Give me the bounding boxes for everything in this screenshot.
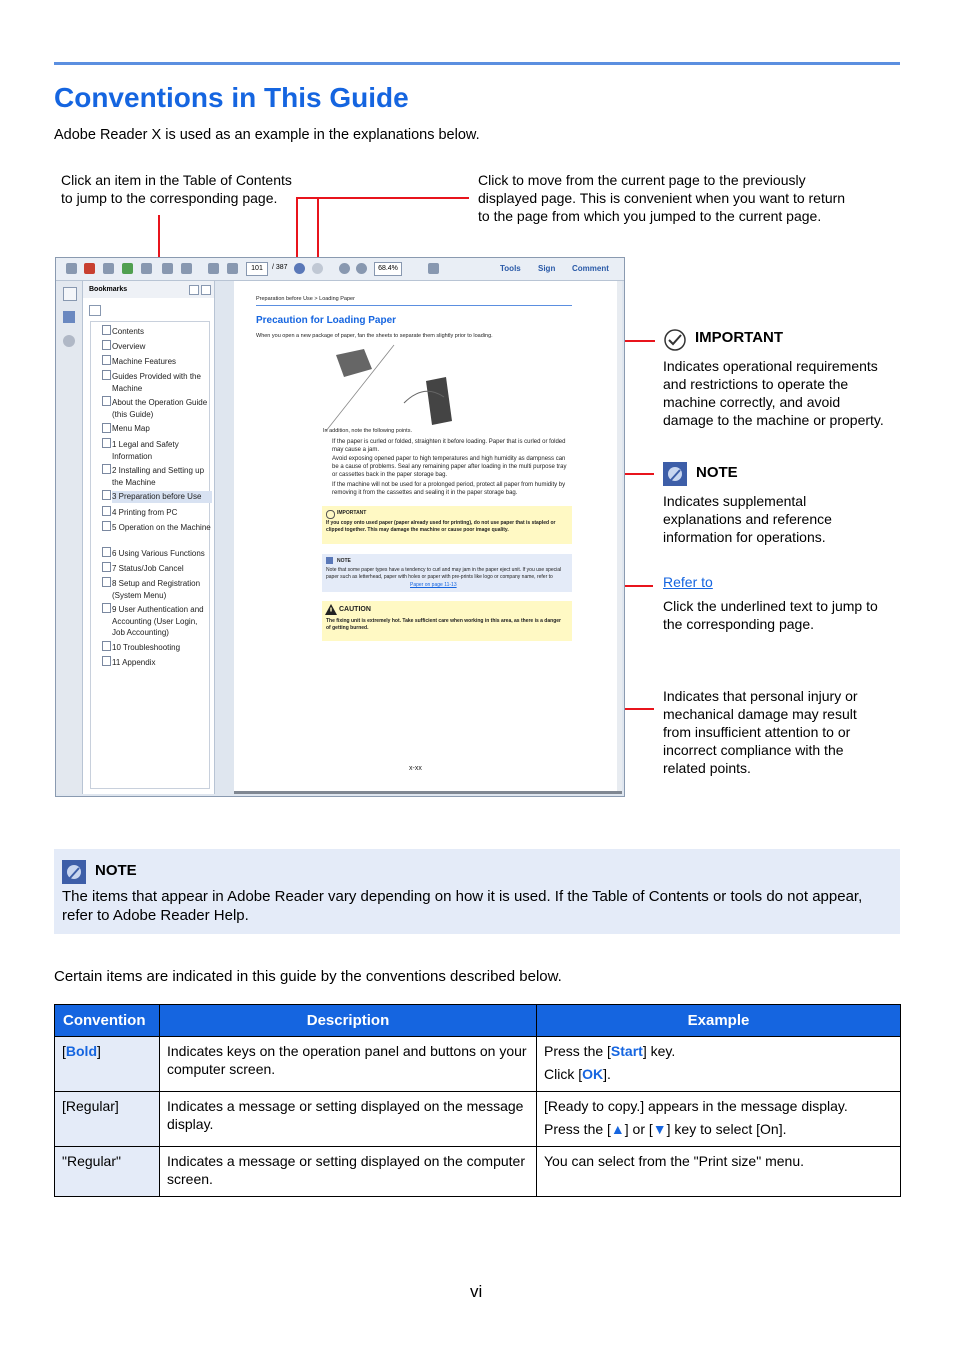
bookmark-icon xyxy=(102,355,111,365)
toc-callout-line: Click an item in the Table of Contents xyxy=(61,172,292,188)
close-panel-icon[interactable] xyxy=(201,285,211,295)
toc-callout xyxy=(61,171,292,207)
important-title: IMPORTANT xyxy=(695,329,784,346)
important-line: machine correctly, and avoid xyxy=(663,394,841,410)
bookmark-icon xyxy=(102,641,111,651)
create-icon[interactable] xyxy=(66,263,77,274)
bookmark-icon xyxy=(102,490,111,500)
conventions-table xyxy=(54,1004,901,1197)
note-line: information for operations. xyxy=(663,529,826,545)
doc-note-link[interactable]: Paper on page 11-13 xyxy=(410,582,457,588)
table-header-row xyxy=(55,1005,901,1037)
bold-sample: Bold xyxy=(65,1043,97,1059)
save-icon[interactable] xyxy=(141,263,152,274)
description-cell: Indicates a message or setting displayed on the message display. xyxy=(160,1092,537,1147)
prev-callout-line: displayed page. This is convenient when you want to return xyxy=(478,190,846,206)
example-cell xyxy=(537,1092,901,1147)
header-convention: Convention xyxy=(55,1005,160,1037)
doc-important-label: IMPORTANT xyxy=(337,510,367,516)
next-view-icon[interactable] xyxy=(312,263,323,274)
important-description xyxy=(663,357,884,429)
bookmark-icon xyxy=(102,562,111,572)
important-line: damage to the machine or property. xyxy=(663,412,884,428)
description-cell: Indicates a message or setting displayed on the computer screen. xyxy=(160,1147,537,1197)
doc-note-label: NOTE xyxy=(337,558,351,564)
doc-note-box xyxy=(322,554,572,592)
bookmark-icon xyxy=(102,521,111,531)
zoom-out-icon[interactable] xyxy=(339,263,350,274)
bookmark-item[interactable]: 9 User Authentication and Accounting (User Login, Job Accounting) xyxy=(112,605,204,637)
doc-important-body: If you copy onto used paper (paper already used for printing), do not use paper that is stapled or clipped together. This may damage the machine or cause poor image quality. xyxy=(326,520,556,533)
share-icon[interactable] xyxy=(122,263,133,274)
bracket: ] xyxy=(97,1043,101,1059)
note-small-icon xyxy=(326,557,333,564)
doc-caution-label: CAUTION xyxy=(339,606,371,613)
collapse-icon[interactable] xyxy=(189,285,199,295)
example-line: [Ready to copy.] appears in the message display. xyxy=(544,1098,848,1114)
bookmark-item[interactable]: Overview xyxy=(112,342,146,351)
convention-cell: [Regular] xyxy=(55,1092,160,1147)
paper-fanning-illustration xyxy=(324,343,464,433)
refer-to-link[interactable]: Refer to xyxy=(663,574,713,590)
zoom-input[interactable]: 68.4% xyxy=(374,262,402,276)
leader-line-prev xyxy=(296,197,469,199)
bookmark-item[interactable]: 7 Status/Job Cancel xyxy=(112,564,184,573)
bookmarks-title: Bookmarks xyxy=(89,286,128,293)
check-icon xyxy=(326,510,335,519)
note-box-title: NOTE xyxy=(95,862,137,879)
note-icon xyxy=(663,462,687,486)
bookmark-icon xyxy=(102,464,111,474)
example-line xyxy=(544,1065,893,1083)
doc-breadcrumb: Preparation before Use > Loading Paper xyxy=(256,296,355,302)
bookmark-icon xyxy=(102,325,111,335)
bookmark-item[interactable]: 6 Using Various Functions xyxy=(112,549,205,558)
note-description xyxy=(663,492,832,546)
caution-description xyxy=(663,687,858,777)
page-total: / 387 xyxy=(272,264,288,271)
bookmark-item[interactable]: 2 Installing and Setting up the Machine xyxy=(112,466,205,487)
bookmark-icon xyxy=(102,370,111,380)
page-down-icon[interactable] xyxy=(227,263,238,274)
example-text: Click [ xyxy=(544,1066,583,1082)
previous-view-icon[interactable] xyxy=(294,263,305,274)
note-box xyxy=(54,849,900,934)
doc-heading: Precaution for Loading Paper xyxy=(256,315,397,326)
bookmark-icon xyxy=(102,340,111,350)
doc-lead: When you open a new package of paper, fan the sheets to separate them slightly prior to loading. xyxy=(256,333,493,339)
toc-callout-line: to jump to the corresponding page. xyxy=(61,190,278,206)
convention-cell: "Regular" xyxy=(55,1147,160,1197)
refer-line: the corresponding page. xyxy=(663,616,814,632)
doc-rule xyxy=(256,305,572,306)
example-text: ]. xyxy=(603,1066,611,1082)
bookmark-icon xyxy=(102,603,111,613)
toolbar xyxy=(56,258,624,281)
bracket: [ xyxy=(62,1043,66,1059)
example-text: Press the [ xyxy=(544,1121,611,1137)
sign-tab[interactable]: Sign xyxy=(538,264,556,273)
example-cell xyxy=(537,1037,901,1092)
convention-cell xyxy=(55,1037,160,1092)
caution-line: mechanical damage may result xyxy=(663,706,857,722)
page-number-input[interactable]: 101 xyxy=(246,262,268,276)
table-row xyxy=(55,1147,901,1197)
document-view xyxy=(234,281,622,794)
bookmark-item[interactable]: About the Operation Guide (this Guide) xyxy=(112,398,208,419)
warning-icon xyxy=(325,604,337,615)
bookmark-item[interactable]: 8 Setup and Registration (System Menu) xyxy=(112,579,201,600)
refer-description xyxy=(663,597,878,633)
bookmark-item[interactable]: 4 Printing from PC xyxy=(112,508,178,517)
example-text: ] or [ xyxy=(624,1121,653,1137)
adobe-reader-screenshot xyxy=(55,257,625,797)
note-box-icon xyxy=(62,860,86,884)
doc-page-footer: x-xx xyxy=(409,765,422,772)
down-arrow-icon: ▼ xyxy=(652,1121,667,1137)
example-cell: You can select from the "Print size" menu. xyxy=(537,1147,901,1197)
page-up-icon[interactable] xyxy=(208,263,219,274)
caution-line: incorrect compliance with the xyxy=(663,742,844,758)
bookmarks-panel-icon[interactable] xyxy=(63,311,75,323)
prev-page-callout xyxy=(478,171,845,225)
doc-caution-box xyxy=(322,601,572,641)
bookmark-icon xyxy=(102,438,111,448)
bookmark-item[interactable]: 10 Troubleshooting xyxy=(112,643,181,652)
doc-bullet: If the machine will not be used for a prolonged period, protect all paper from humidity by removing it from the cassettes and sealing it in the paper storage bag. xyxy=(332,482,566,496)
bookmark-icon xyxy=(102,396,111,406)
intro-text: Adobe Reader X is used as an example in the explanations below. xyxy=(54,127,480,143)
bookmark-item[interactable]: Guides Provided with the Machine xyxy=(112,372,201,393)
up-arrow-icon: ▲ xyxy=(610,1121,625,1137)
doc-bullet: If the paper is curled or folded, straighten it before loading. Paper that is curled or folded may cause a jam. xyxy=(332,439,566,453)
note-title: NOTE xyxy=(696,464,738,481)
doc-note-body: Note that some paper types have a tendency to curl and may jam in the paper eject unit. If you use special paper such as letterhead, paper with holes or paper with pre-prints like logo or company name, refer to xyxy=(326,567,562,580)
bookmark-item[interactable]: 1 Legal and Safety Information xyxy=(112,440,179,461)
description-cell: Indicates keys on the operation panel and buttons on your computer screen. xyxy=(160,1037,537,1092)
bookmark-item[interactable]: 11 Appendix xyxy=(112,658,156,667)
bookmark-icon xyxy=(102,423,111,433)
ok-button-sample: OK xyxy=(582,1066,604,1082)
bookmark-icon xyxy=(102,506,111,516)
doc-caution-body: The fixing unit is extremely hot. Take sufficient care when working in this area, as there is a danger of getting burned. xyxy=(326,618,561,631)
zoom-in-icon[interactable] xyxy=(356,263,367,274)
top-rule xyxy=(54,62,900,65)
bookmarks-header xyxy=(83,281,214,298)
important-check-icon xyxy=(663,328,687,352)
example-line xyxy=(544,1042,893,1060)
attachments-icon[interactable] xyxy=(63,335,75,347)
bookmark-icon xyxy=(102,547,111,557)
tools-tab[interactable]: Tools xyxy=(500,264,521,273)
table-row xyxy=(55,1092,901,1147)
bookmark-item[interactable]: 5 Operation on the Machine xyxy=(112,523,211,532)
edit-icon[interactable] xyxy=(103,263,114,274)
pages-panel-icon[interactable] xyxy=(63,287,77,301)
bookmarks-panel xyxy=(83,281,215,794)
pdf-icon[interactable] xyxy=(84,263,95,274)
prev-callout-line: Click to move from the current page to the previously xyxy=(478,172,806,188)
note-box-text: The items that appear in Adobe Reader vary depending on how it is used. If the Table of Contents or tools do not appear, refer to Adobe Reader Help. xyxy=(62,888,863,924)
example-text: ] key to select [On]. xyxy=(666,1121,787,1137)
document-page xyxy=(234,281,617,791)
navigation-strip xyxy=(56,281,83,794)
bookmark-item-selected[interactable]: 3 Preparation before Use xyxy=(112,491,212,503)
important-line: Indicates operational requirements xyxy=(663,358,878,374)
header-description: Description xyxy=(160,1005,537,1037)
table-row xyxy=(55,1037,901,1092)
note-line: Indicates supplemental xyxy=(663,493,807,509)
prev-callout-line: to the page from which you jumped to the current page. xyxy=(478,208,822,224)
example-text: Press the [ xyxy=(544,1043,611,1059)
caution-line: related points. xyxy=(663,760,751,776)
doc-bullet: Avoid exposing opened paper to high temperatures and high humidity as dampness can be a cause of problems. Seal any remaining paper after loading in the multi purpose tray or cassettes back in the paper storage bag. xyxy=(332,456,567,478)
print-icon[interactable] xyxy=(162,263,173,274)
bookmark-item[interactable]: Contents xyxy=(112,327,145,336)
doc-important-box xyxy=(322,506,572,544)
vertical-scrollbar[interactable] xyxy=(617,281,622,791)
start-key-sample: Start xyxy=(610,1043,643,1059)
bookmark-icon xyxy=(102,577,111,587)
page-number: vi xyxy=(470,1282,483,1301)
bookmark-icon xyxy=(102,656,111,666)
example-line xyxy=(544,1120,893,1138)
page-title: Conventions in This Guide xyxy=(54,82,409,113)
fit-page-icon[interactable] xyxy=(428,263,439,274)
options-icon[interactable] xyxy=(89,305,101,316)
refer-line: Click the underlined text to jump to xyxy=(663,598,878,614)
note-line: explanations and reference xyxy=(663,511,832,527)
important-line: and restrictions to operate the xyxy=(663,376,849,392)
bookmark-item[interactable]: Machine Features xyxy=(112,357,177,366)
email-icon[interactable] xyxy=(181,263,192,274)
caution-line: Indicates that personal injury or xyxy=(663,688,858,704)
conventions-intro: Certain items are indicated in this guide by the conventions described below. xyxy=(54,968,562,985)
bookmark-item[interactable]: Menu Map xyxy=(112,424,150,433)
header-example: Example xyxy=(537,1005,901,1037)
caution-line: from insufficient attention to or xyxy=(663,724,851,740)
doc-addition: In addition, note the following points. xyxy=(323,428,412,434)
example-text: ] key. xyxy=(642,1043,676,1059)
comment-tab[interactable]: Comment xyxy=(572,264,609,273)
